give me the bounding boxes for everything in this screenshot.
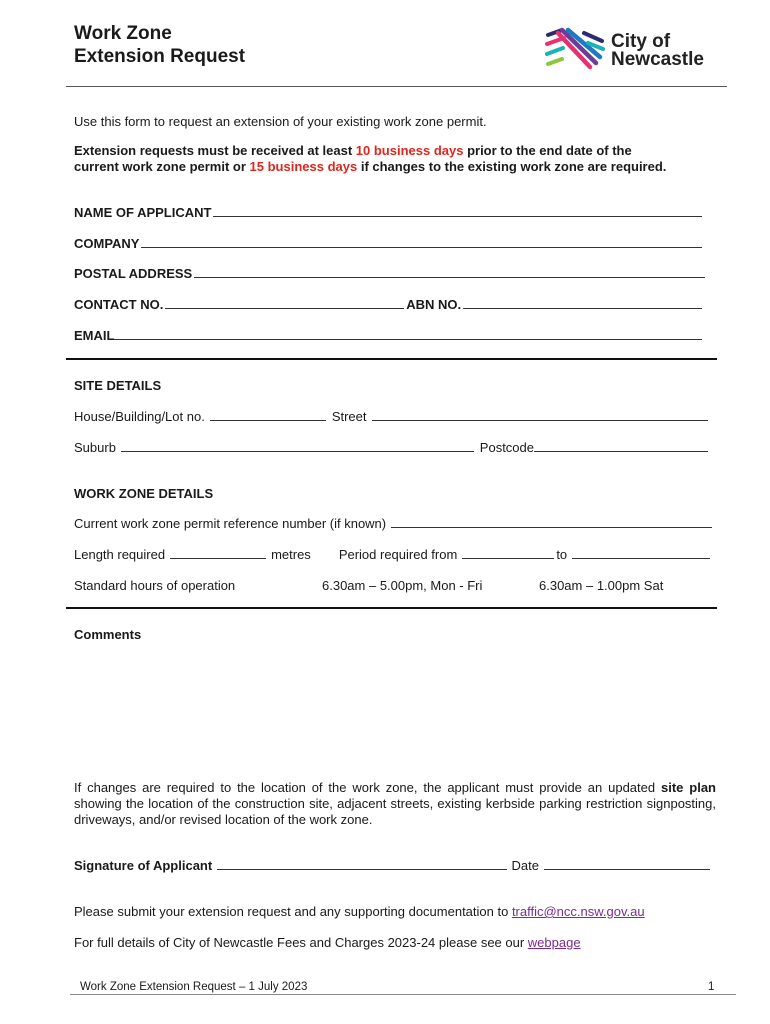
- notice-10-days: 10 business days: [355, 143, 464, 158]
- comments-heading: Comments: [74, 627, 142, 642]
- applicant-name-field[interactable]: [213, 204, 702, 217]
- site-plan-bold: site plan: [661, 780, 716, 795]
- period-label: Period required from: [338, 547, 458, 562]
- site-plan-text-c: showing the location of the construction site, adjacent streets, existing kerbside parking restriction signposting, driveways, and/or revised location of the work zone.: [74, 796, 716, 827]
- company-label: COMPANY: [74, 236, 140, 251]
- period-to-label: to: [556, 547, 568, 562]
- notice-part-d: current work zone permit or: [74, 159, 250, 174]
- submit-text: Please submit your extension request and any supporting documentation to: [74, 904, 512, 919]
- site-details-heading: SITE DETAILS: [74, 378, 162, 393]
- notice-part-f: if changes to the existing work zone are required.: [357, 159, 667, 174]
- abn-label: ABN NO.: [406, 297, 462, 312]
- postcode-field[interactable]: [534, 439, 708, 452]
- email-label: EMAIL: [74, 328, 115, 343]
- footer-divider: [70, 994, 736, 995]
- permit-reference-field[interactable]: [391, 515, 712, 528]
- postal-address-label: POSTAL ADDRESS: [74, 266, 193, 281]
- postcode-label: Postcode: [479, 440, 534, 455]
- suburb-label: Suburb: [74, 440, 116, 455]
- hours-saturday: 6.30am – 1.00pm Sat: [539, 578, 664, 593]
- intro-text: Use this form to request an extension of your existing work zone permit.: [74, 114, 487, 129]
- length-period-row: [74, 546, 712, 563]
- header-divider: [66, 86, 727, 87]
- period-from-field[interactable]: [462, 546, 554, 559]
- notice-part-c: prior to the end date of the: [463, 143, 632, 158]
- logo-mark-icon: [544, 27, 606, 73]
- city-of-newcastle-logo: [544, 27, 734, 73]
- fees-instruction: [74, 934, 581, 951]
- house-label: House/Building/Lot no.: [74, 409, 205, 424]
- comments-area[interactable]: [74, 648, 716, 768]
- contact-field[interactable]: [165, 296, 404, 309]
- contact-label: CONTACT NO.: [74, 297, 164, 312]
- section-divider-2: [66, 607, 717, 609]
- permit-reference-row: [74, 515, 714, 532]
- suburb-postcode-row: [74, 439, 710, 456]
- signature-field[interactable]: [217, 857, 506, 870]
- suburb-field[interactable]: [121, 439, 474, 452]
- logo-line-2: Newcastle: [611, 49, 704, 70]
- company-row: [74, 235, 704, 252]
- applicant-name-row: [74, 204, 704, 221]
- page-number: 1: [708, 981, 715, 993]
- metres-label: metres: [271, 547, 311, 562]
- email-row: [74, 327, 704, 344]
- house-street-row: [74, 408, 710, 425]
- contact-row: [74, 296, 704, 313]
- section-divider-1: [66, 358, 717, 360]
- date-label: Date: [511, 858, 539, 873]
- logo-wordmark: [611, 33, 704, 69]
- logo-line-1: City of: [611, 31, 671, 52]
- length-label: Length required: [74, 547, 166, 562]
- length-field[interactable]: [170, 546, 266, 559]
- traffic-email-link[interactable]: traffic@ncc.nsw.gov.au: [511, 904, 645, 919]
- site-plan-paragraph: [74, 780, 716, 828]
- company-field[interactable]: [141, 235, 702, 248]
- submit-instruction: [74, 903, 645, 920]
- page-title: [74, 22, 245, 68]
- applicant-name-label: NAME OF APPLICANT: [74, 205, 212, 220]
- webpage-link[interactable]: webpage: [527, 935, 581, 950]
- postal-address-row: [74, 265, 707, 282]
- notice-15-days: 15 business days: [249, 159, 358, 174]
- fees-text: For full details of City of Newcastle Fees and Charges 2023-24 please see our: [74, 935, 528, 950]
- footer-text: Work Zone Extension Request – 1 July 2023: [80, 981, 308, 993]
- site-plan-text-a: If changes are required to the location of the work zone, the applicant must provide an updated: [74, 780, 661, 795]
- signature-row: [74, 857, 712, 874]
- hours-label: Standard hours of operation: [74, 578, 236, 593]
- notice-part-a: Extension requests must be received at least: [74, 143, 356, 158]
- email-field[interactable]: [114, 327, 702, 340]
- abn-field[interactable]: [463, 296, 702, 309]
- signature-label: Signature of Applicant: [74, 858, 213, 873]
- hours-weekday: 6.30am – 5.00pm, Mon - Fri: [322, 578, 483, 593]
- house-field[interactable]: [210, 408, 326, 421]
- street-label: Street: [331, 409, 367, 424]
- period-to-field[interactable]: [572, 546, 710, 559]
- work-zone-details-heading: WORK ZONE DETAILS: [74, 486, 214, 501]
- title-line-2: Extension Request: [74, 46, 246, 67]
- postal-address-field[interactable]: [194, 265, 705, 278]
- street-field[interactable]: [372, 408, 709, 421]
- date-field[interactable]: [544, 857, 710, 870]
- title-line-1: Work Zone: [74, 23, 172, 44]
- permit-reference-label: Current work zone permit reference number (if known): [74, 516, 387, 531]
- deadline-notice: [74, 143, 716, 175]
